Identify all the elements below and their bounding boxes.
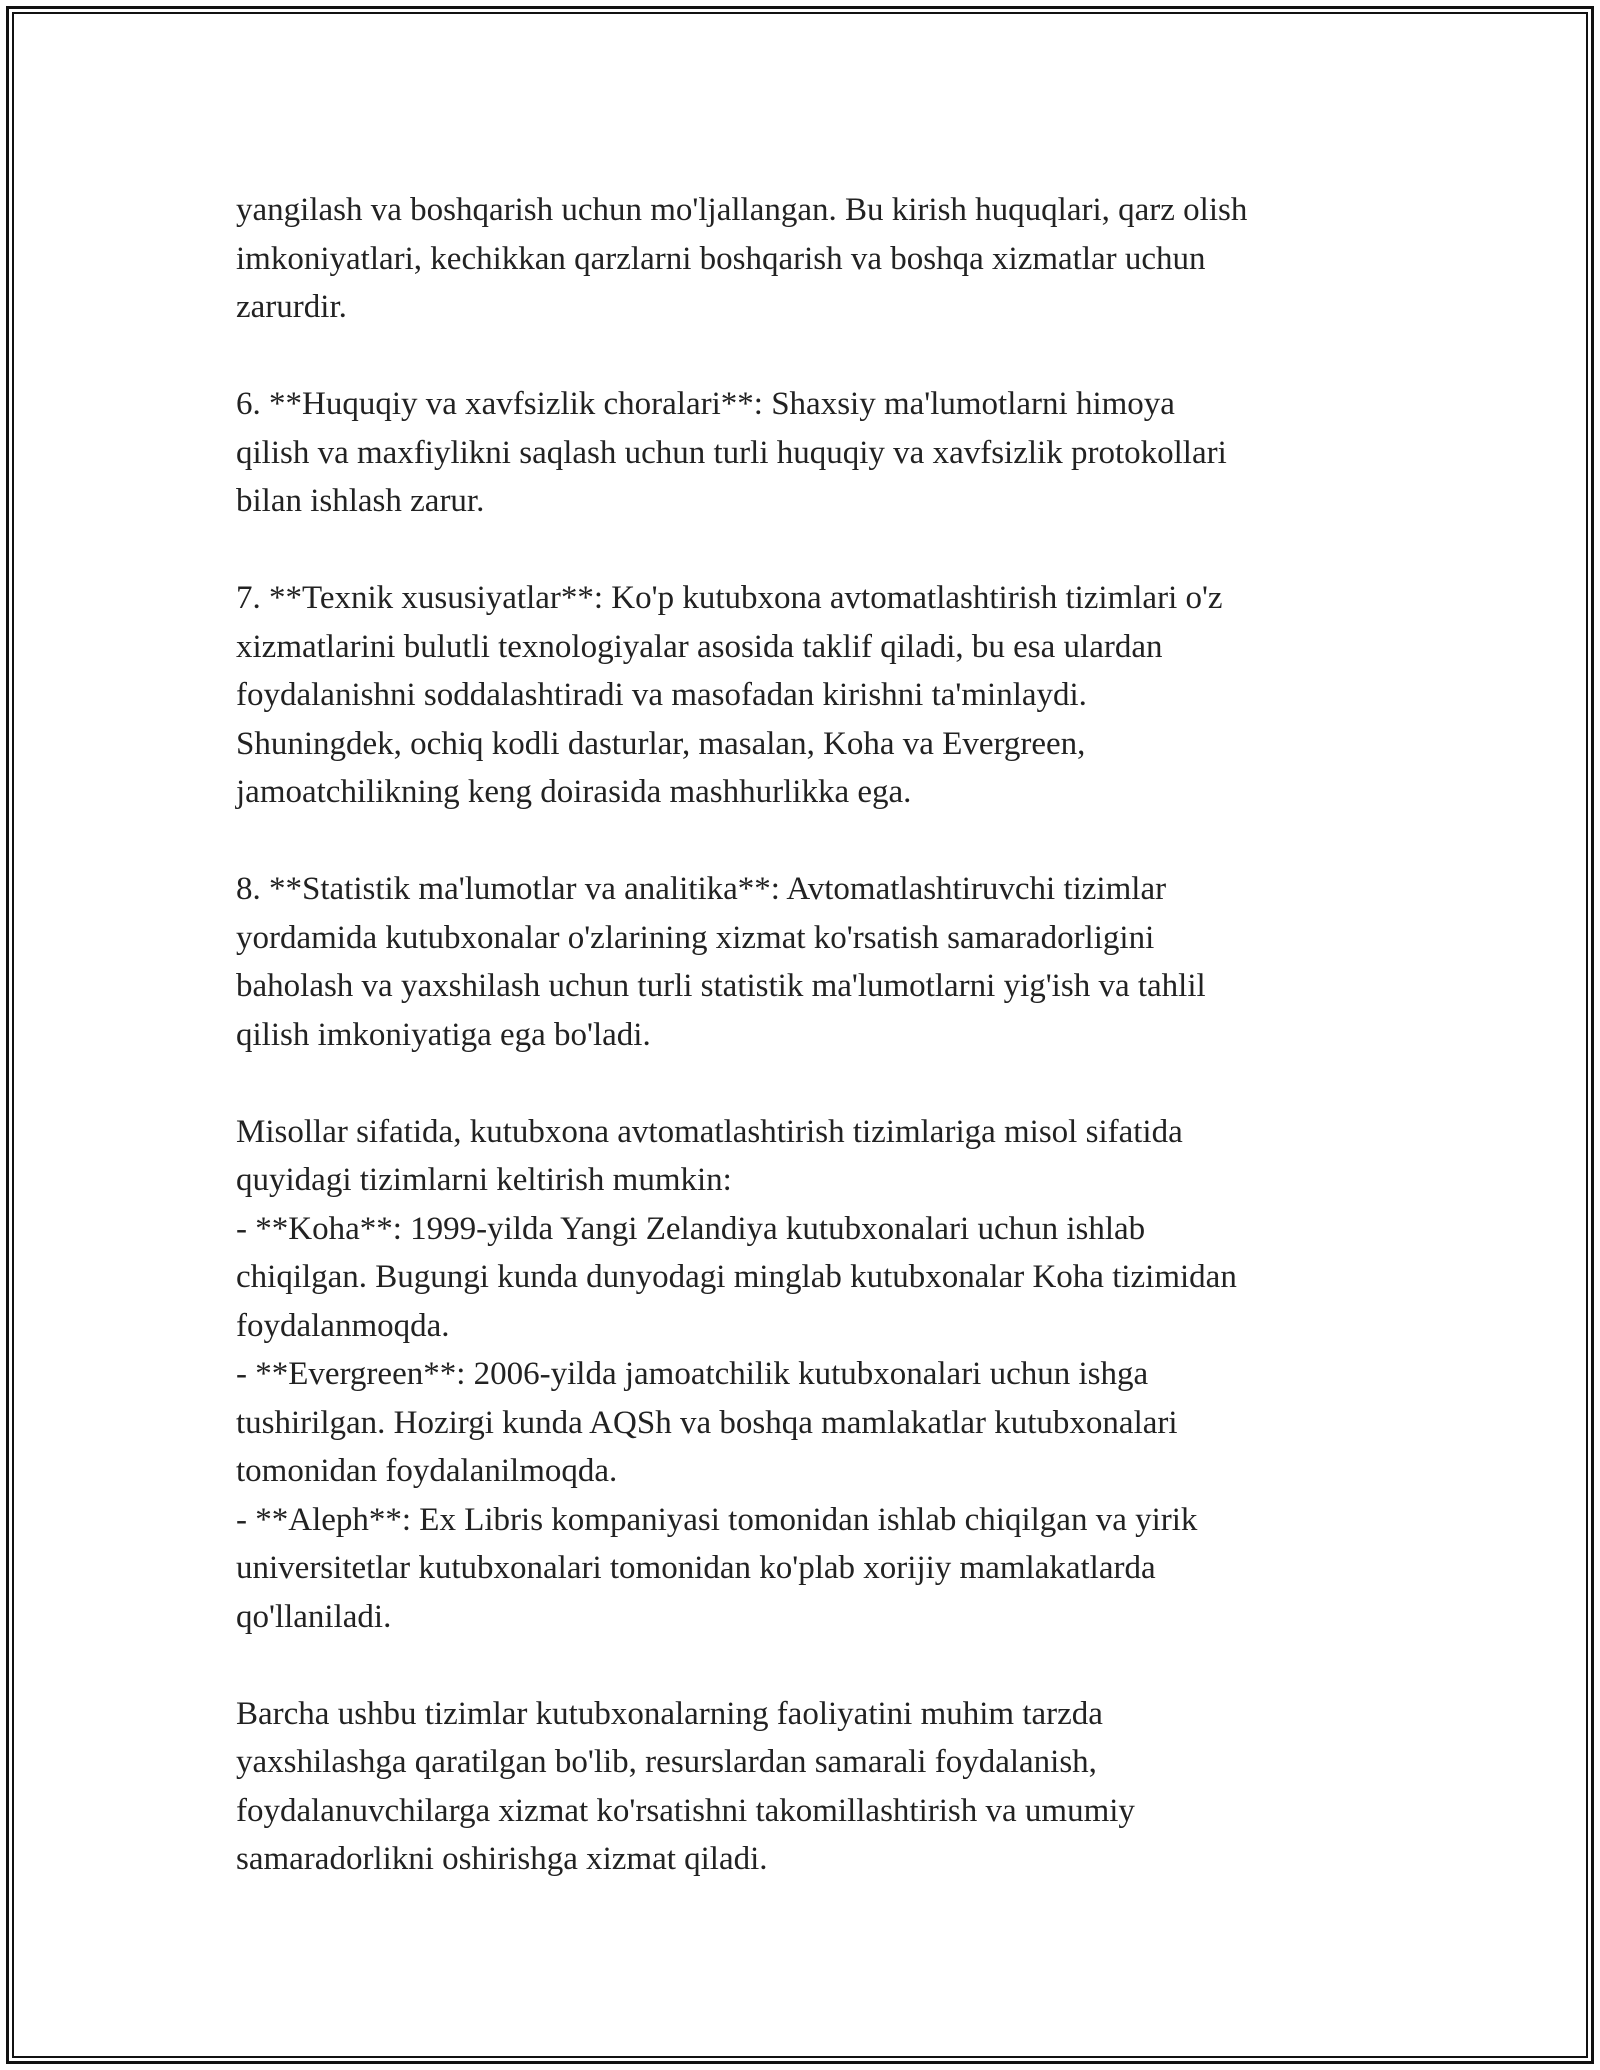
text-line: quyidagi tizimlarni keltirish mumkin: [236,1162,732,1198]
list-item-8-statistics-analytics [236,865,1386,1059]
text-line: tomonidan foydalanilmoqda. [236,1453,618,1489]
text-line: yangilash va boshqarish uchun mo'ljallangan. Bu kirish huquqlari, qarz olish [236,192,1248,228]
text-line: bilan ishlash zarur. [236,483,485,519]
text-line: qilish imkoniyatiga ega bo'ladi. [236,1016,651,1053]
text-line: yordamida kutubxonalar o'zlarining xizmat ko'rsatish samaradorligini [236,919,1155,956]
example-koha-line: - **Koha**: 1999-yilda Yangi Zelandiya kutubxonalari uchun ishlab [236,1210,1146,1247]
text-line: samaradorlikni oshirishga xizmat qiladi. [236,1841,768,1877]
example-aleph-line: - **Aleph**: Ex Libris kompaniyasi tomonidan ishlab chiqilgan va yirik [236,1501,1198,1538]
paragraph-examples [236,1108,1386,1642]
text-line: zarurdir. [236,289,347,325]
text-line: 7. **Texnik xususiyatlar**: Ko'p kutubxona avtomatlashtirish tizimlari o'z [236,580,1223,616]
text-line: imkoniyatlari, kechikkan qarzlarni boshqarish va boshqa xizmatlar uchun [236,240,1206,277]
list-item-7-technical-features [236,574,1386,817]
text-line: qilish va maxfiylikni saqlash uchun turli huquqiy va xavfsizlik protokollari [236,434,1227,471]
text-line: Shuningdek, ochiq kodli dasturlar, masalan, Koha va Evergreen, [236,725,1086,762]
text-line: foydalanishni soddalashtiradi va masofadan kirishni ta'minlaydi. [236,677,1087,713]
text-line: universitetlar kutubxonalari tomonidan ko'plab xorijiy mamlakatlarda [236,1550,1156,1586]
text-line: Barcha ushbu tizimlar kutubxonalarning faoliyatini muhim tarzda [236,1695,1103,1732]
example-evergreen-line: - **Evergreen**: 2006-yilda jamoatchilik kutubxonalari uchun ishga [236,1356,1149,1392]
document-body [236,186,1386,1884]
text-line: jamoatchilikning keng doirasida mashhurlikka ega. [236,774,912,810]
text-line: foydalanmoqda. [236,1307,450,1344]
paragraph-intro-continuation [236,186,1386,332]
text-line: chiqilgan. Bugungi kunda dunyodagi minglab kutubxonalar Koha tizimidan [236,1259,1237,1295]
text-line: tushirilgan. Hozirgi kunda AQSh va boshqa mamlakatlar kutubxonalari [236,1404,1178,1441]
text-line: foydalanuvchilarga xizmat ko'rsatishni takomillashtirish va umumiy [236,1792,1135,1829]
paragraph-conclusion [236,1690,1386,1884]
text-line: yaxshilashga qaratilgan bo'lib, resurslardan samarali foydalanish, [236,1744,1097,1780]
text-line: xizmatlarini bulutli texnologiyalar asosida taklif qiladi, bu esa ulardan [236,628,1163,665]
list-item-6-legal-security [236,380,1386,526]
text-line: qo'llaniladi. [236,1598,392,1635]
text-line: 8. **Statistik ma'lumotlar va analitika**: Avtomatlashtiruvchi tizimlar [236,871,1167,907]
text-line: 6. **Huquqiy va xavfsizlik choralari**: Shaxsiy ma'lumotlarni himoya [236,386,1175,422]
text-line: Misollar sifatida, kutubxona avtomatlashtirish tizimlariga misol sifatida [236,1113,1183,1150]
text-line: baholash va yaxshilash uchun turli statistik ma'lumotlarni yig'ish va tahlil [236,968,1206,1004]
